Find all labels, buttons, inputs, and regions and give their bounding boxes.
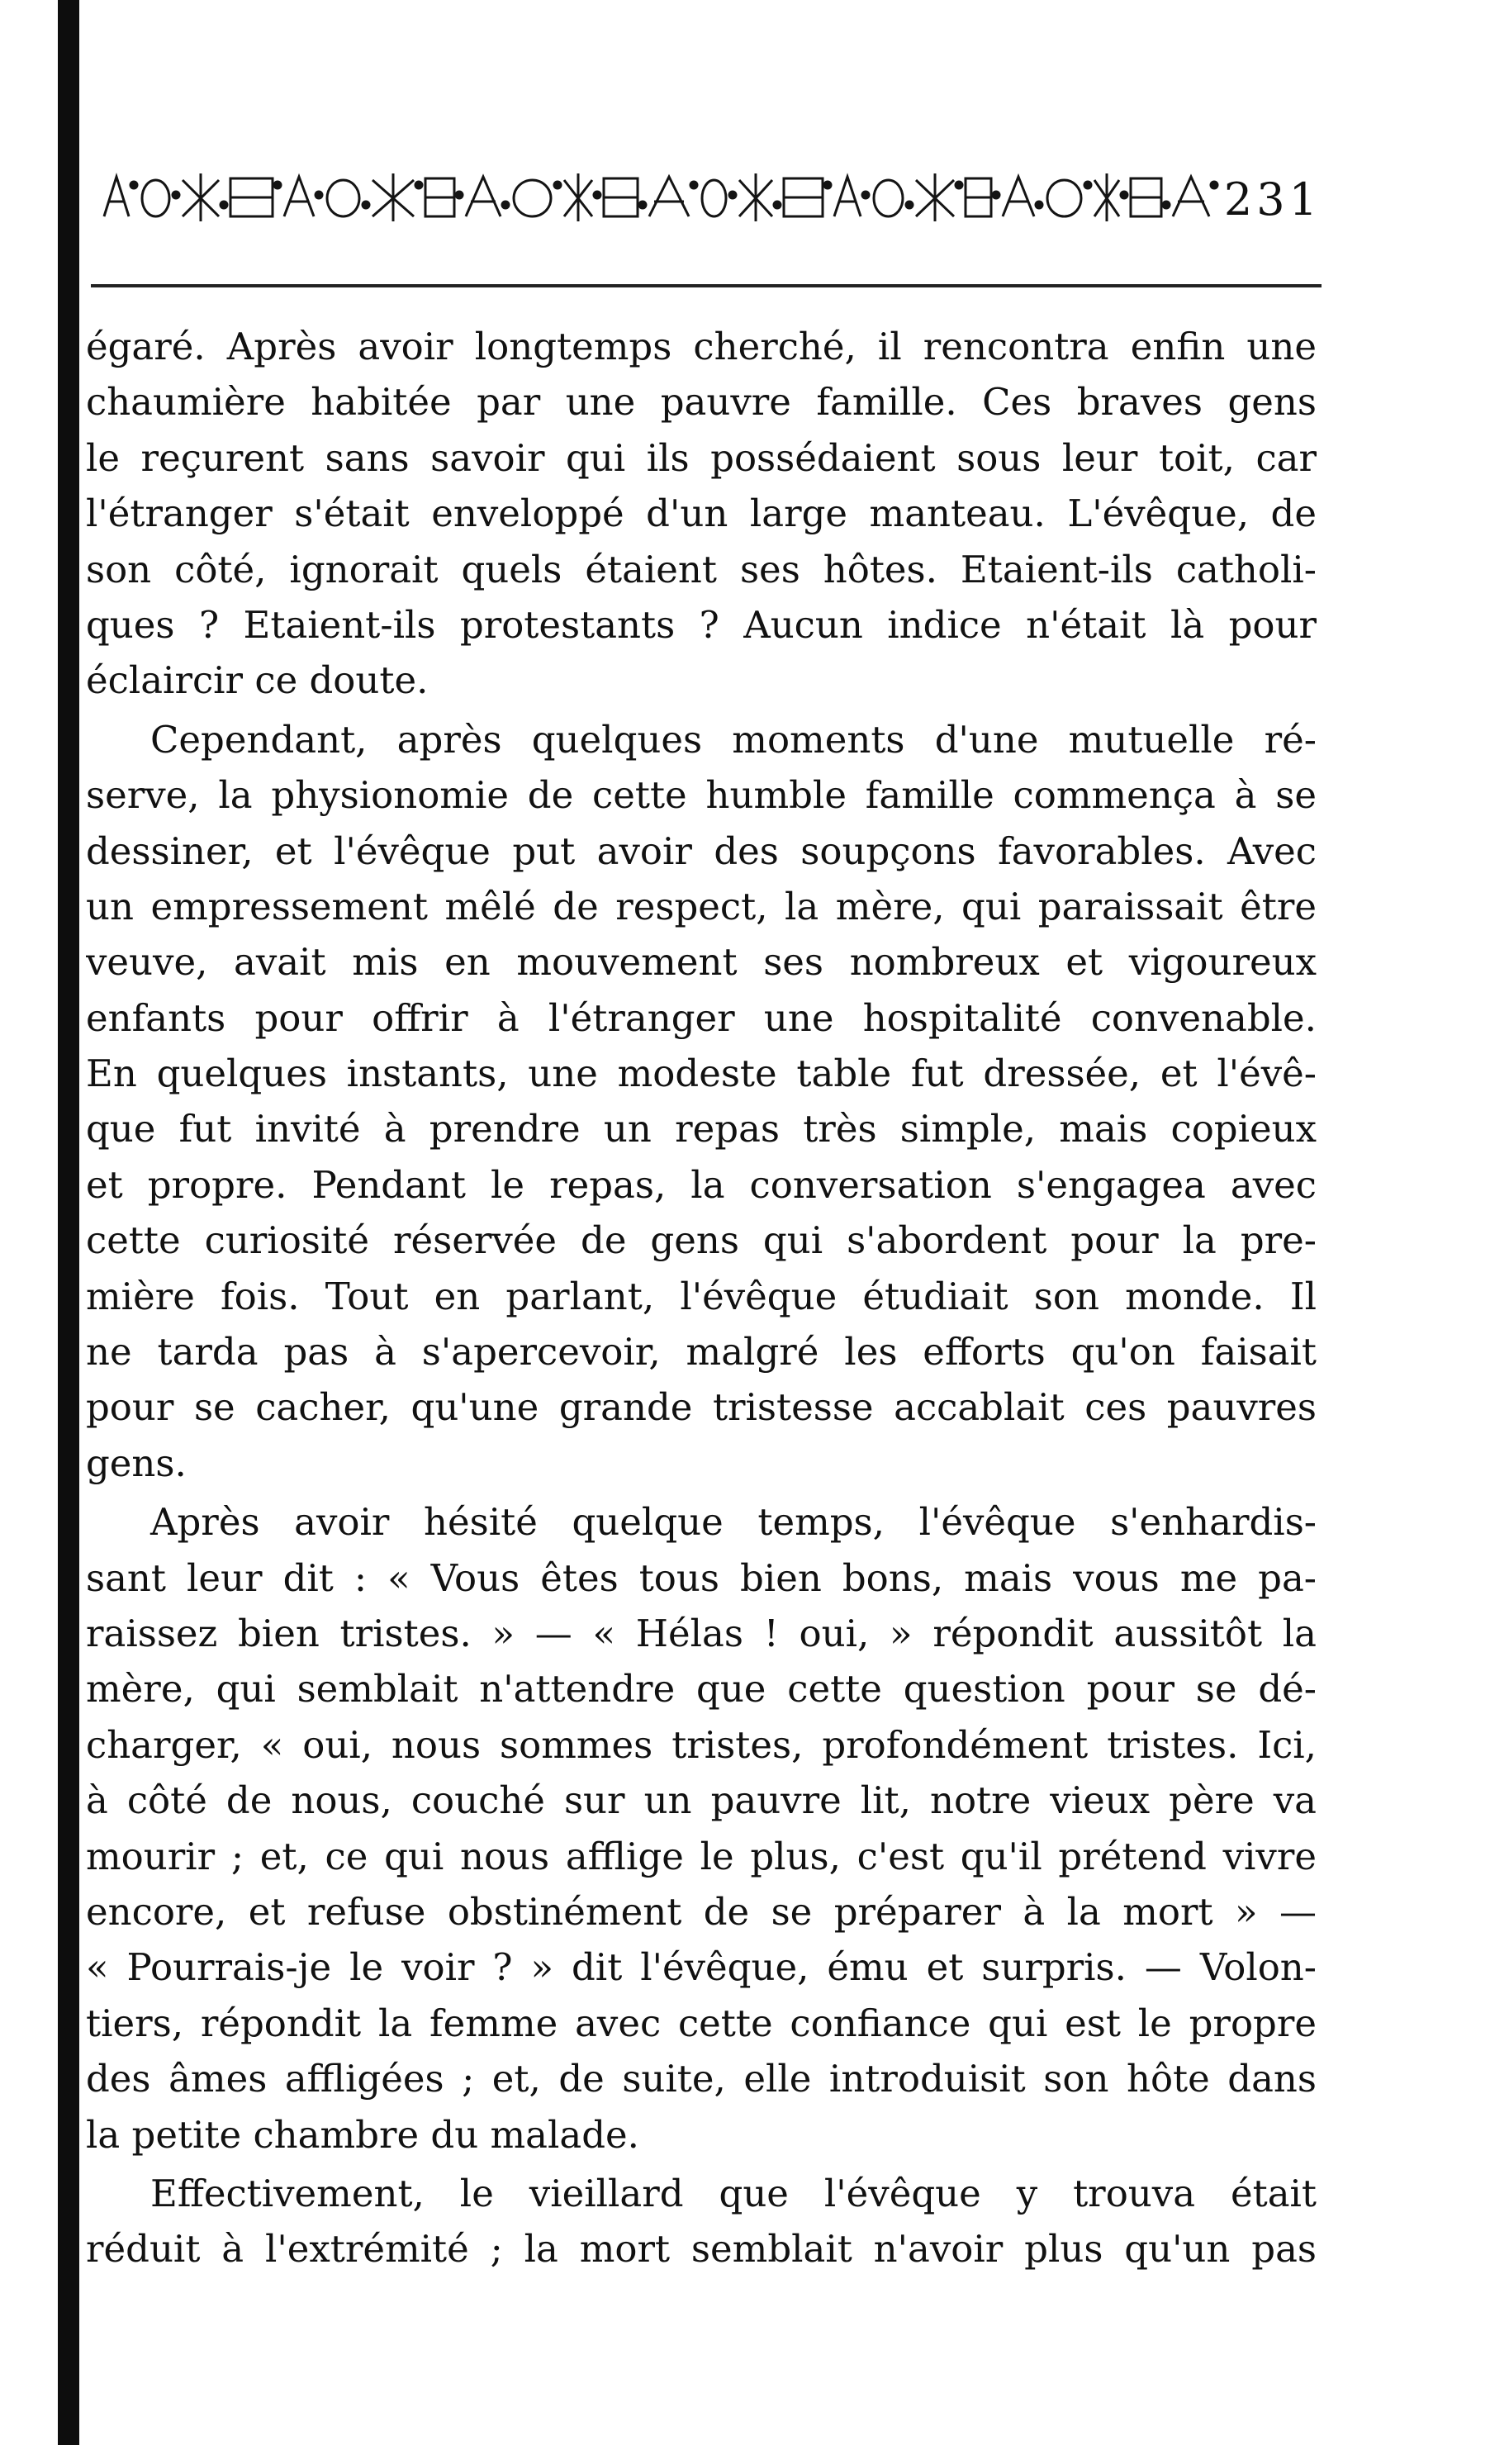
- text-line: tiers, répondit la femme avec cette confiance qui est le propre: [86, 2001, 1317, 2045]
- text-line: que fut invité à prendre un repas très simple, mais copieux: [86, 1107, 1317, 1151]
- text-line: le reçurent sans savoir qui ils possédaient sous leur toit, car: [86, 435, 1317, 480]
- text-line: veuve, avait mis en mouvement ses nombreux et vigoureux: [86, 940, 1317, 985]
- text-line: raissez bien tristes. » — « Hélas ! oui, » répondit aussitôt la: [86, 1611, 1317, 1655]
- text-line: sant leur dit : « Vous êtes tous bien bons, mais vous me pa-: [86, 1555, 1317, 1600]
- text-line: à côté de nous, couché sur un pauvre lit, notre vieux père va: [86, 1778, 1317, 1823]
- page-number: 231: [1223, 173, 1322, 226]
- page-header: [91, 162, 1330, 238]
- running-title-ornament: [99, 169, 1222, 226]
- header-rule: [91, 284, 1322, 287]
- text-line: éclaircir ce doute.: [86, 658, 429, 703]
- text-line: charger, « oui, nous sommes tristes, profondément tristes. Ici,: [86, 1722, 1317, 1767]
- binding-edge: [58, 0, 79, 2445]
- text-line: Cependant, après quelques moments d'une mutuelle ré-: [150, 717, 1317, 762]
- paragraph: [86, 1494, 1317, 2163]
- text-line: l'étranger s'était enveloppé d'un large manteau. L'évêque, de: [86, 491, 1317, 536]
- text-line: pour se cacher, qu'une grande tristesse accablait ces pauvres: [86, 1385, 1317, 1430]
- text-line: mère, qui semblait n'attendre que cette question pour se dé-: [86, 1667, 1317, 1712]
- text-line: gens.: [86, 1441, 187, 1485]
- text-line: « Pourrais-je le voir ? » dit l'évêque, ému et surpris. — Volon-: [86, 1945, 1317, 1990]
- paragraph: [86, 712, 1317, 1491]
- text-line: En quelques instants, une modeste table fut dressée, et l'évê-: [86, 1052, 1317, 1096]
- text-line: dessiner, et l'évêque put avoir des soupçons favorables. Avec: [86, 828, 1317, 873]
- text-line: son côté, ignorait quels étaient ses hôtes. Etaient-ils catholi-: [86, 547, 1317, 591]
- decorative-running-title-icon: [99, 169, 1222, 226]
- body-text: [86, 319, 1317, 2281]
- text-line: la petite chambre du malade.: [86, 2112, 639, 2157]
- text-line: mière fois. Tout en parlant, l'évêque étudiait son monde. Il: [86, 1274, 1317, 1318]
- paragraph: [86, 2166, 1317, 2277]
- text-line: ques ? Etaient-ils protestants ? Aucun indice n'était là pour: [86, 602, 1317, 647]
- text-line: encore, et refuse obstinément de se préparer à la mort » —: [86, 1889, 1317, 1934]
- text-line: Après avoir hésité quelque temps, l'évêque s'enhardis-: [150, 1500, 1317, 1545]
- text-line: des âmes affligées ; et, de suite, elle introduisit son hôte dans: [86, 2057, 1317, 2101]
- paragraph: [86, 319, 1317, 709]
- text-line: serve, la physionomie de cette humble famille commença à se: [86, 773, 1317, 818]
- text-line: enfants pour offrir à l'étranger une hospitalité convenable.: [86, 995, 1317, 1040]
- text-line: égaré. Après avoir longtemps cherché, il rencontra enfin une: [86, 325, 1317, 368]
- text-line: et propre. Pendant le repas, la conversation s'engagea avec: [86, 1162, 1317, 1207]
- text-line: cette curiosité réservée de gens qui s'abordent pour la pre-: [86, 1218, 1317, 1263]
- text-line: Effectivement, le vieillard que l'évêque y trouva était: [150, 2171, 1317, 2215]
- text-line: chaumière habitée par une pauvre famille. Ces braves gens: [86, 380, 1317, 425]
- text-line: mourir ; et, ce qui nous afflige le plus, c'est qu'il prétend vivre: [86, 1834, 1317, 1878]
- text-line: réduit à l'extrémité ; la mort semblait n'avoir plus qu'un pas: [86, 2227, 1317, 2272]
- text-line: un empressement mêlé de respect, la mère, qui paraissait être: [86, 884, 1317, 928]
- text-line: ne tarda pas à s'apercevoir, malgré les efforts qu'on faisait: [86, 1330, 1317, 1374]
